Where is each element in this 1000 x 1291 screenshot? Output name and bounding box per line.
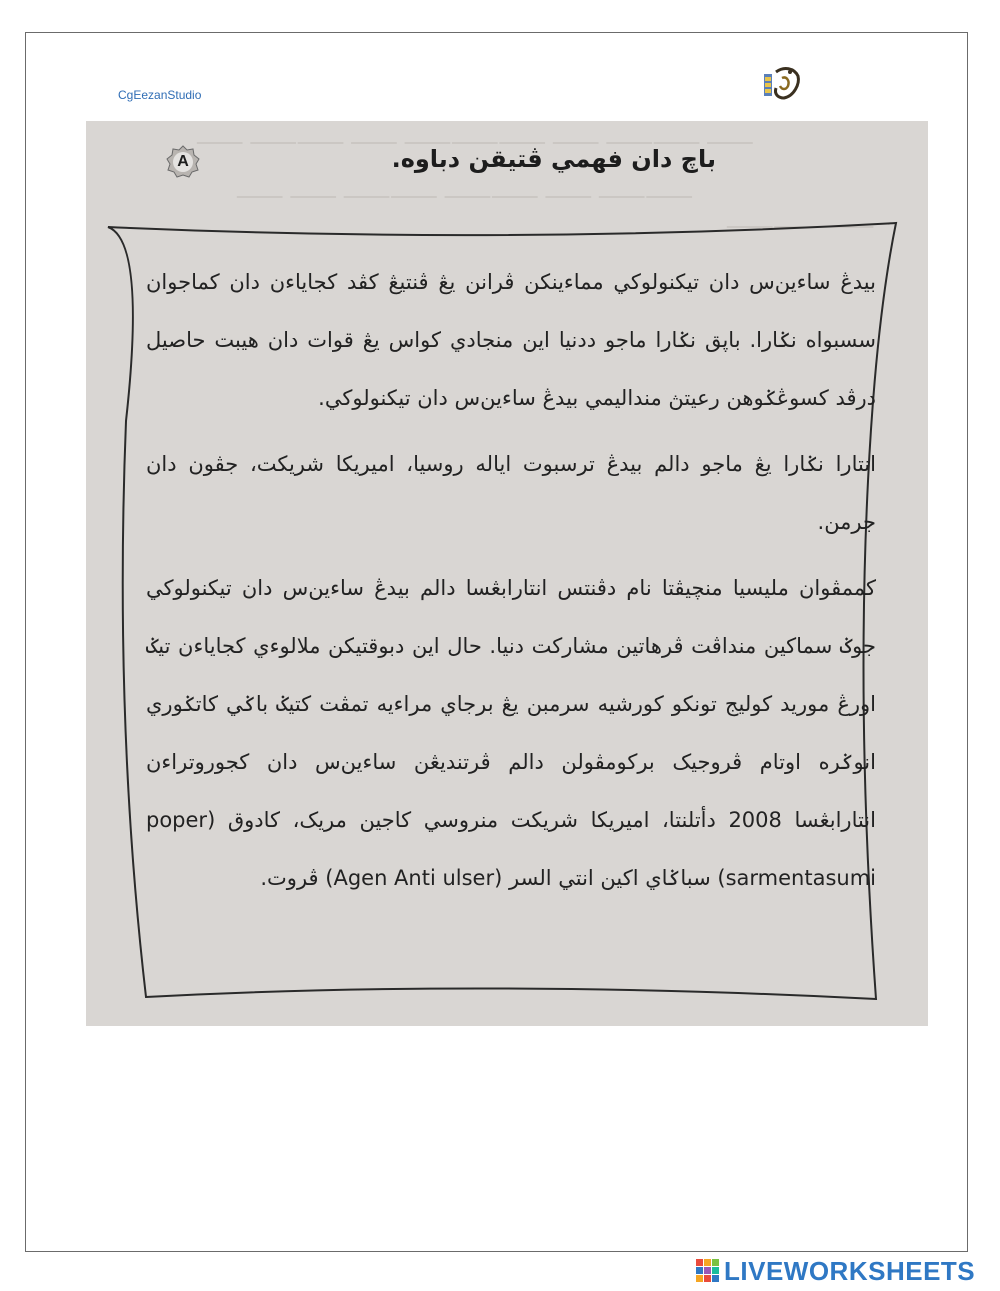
studio-name: CgEezanStudio xyxy=(118,88,202,102)
scanned-textbook-page xyxy=(86,121,928,1026)
passage-paragraph-1: بيدڠ ساءين‌س دان تيکنولوکي مماءينکن ڤرانن يڠ ڤنتيڠ کڤد کجاياءن دان کماجوان سسبواه نݢارا. باڽق نݢارا ماجو ددنيا اين منجادي کواس يڠ قوات دان هيبت حاصيل درڤد کسوڠݢوهن رعيتڽ منداليمي بيدڠ ساءين‌س دان تيکنولوکي. xyxy=(146,270,876,410)
exercise-title: باچ دان فهمي ڤتيقن دباوه. xyxy=(391,145,716,173)
passage-paragraph-2: انتارا نݢارا يڠ ماجو دالم بيدڠ ترسبوت اياله روسيا، اميريکا شريکت، جڤون دان جرمن. xyxy=(146,452,876,534)
passage-paragraph-3: کممڤوان مليسيا منچيڤتا نام دڤنتس انتارابڠسا دالم بيدڠ ساءين‌س دان تيکنولوکي جوݢ سماکين منداڤت ڤرهاتين مشارکت دنيا. حال اين دبوقتيکن ملالوءي کجاياءن تيݢ اورڠ موريد کوليج تونکو کورشيه سرمبن يڠ برجاي مراءيه تمڤت کتيݢ باݢي کاتݢوري انوݢره اوتام ڤروجيک برکومڤولن دالم ڤرتنديڠن ساءين‌س دان کجوروتراءن انتارابڠسا 2008 دأتلنتا، اميريکا شريکت منروسي کاجين مريک، کادوق (poper sarmentasumi) سباݢاي اکين انتي السر (Agen Anti ulser) ڤروت. xyxy=(146,576,876,890)
reading-passage xyxy=(146,253,876,915)
liveworksheets-brand xyxy=(696,1257,975,1285)
liveworksheets-logo-icon xyxy=(696,1259,720,1283)
ghost-line: ⸻⸻ ⸻ ⸻⸻ ⸻⸻ ⸻ ⸻ xyxy=(236,185,693,207)
exercise-badge-label: A xyxy=(177,153,189,170)
ghost-line: ⸻ ⸻⸻ ⸻ ⸻⸻⸻ ⸻ ⸻⸻ ⸻ xyxy=(196,131,754,153)
quran-iqra-logo-icon xyxy=(760,64,804,104)
brand-text: LIVEWORKSHEETS xyxy=(724,1255,976,1286)
ghost-line: ⸻ ⸻⸻ xyxy=(726,215,875,237)
